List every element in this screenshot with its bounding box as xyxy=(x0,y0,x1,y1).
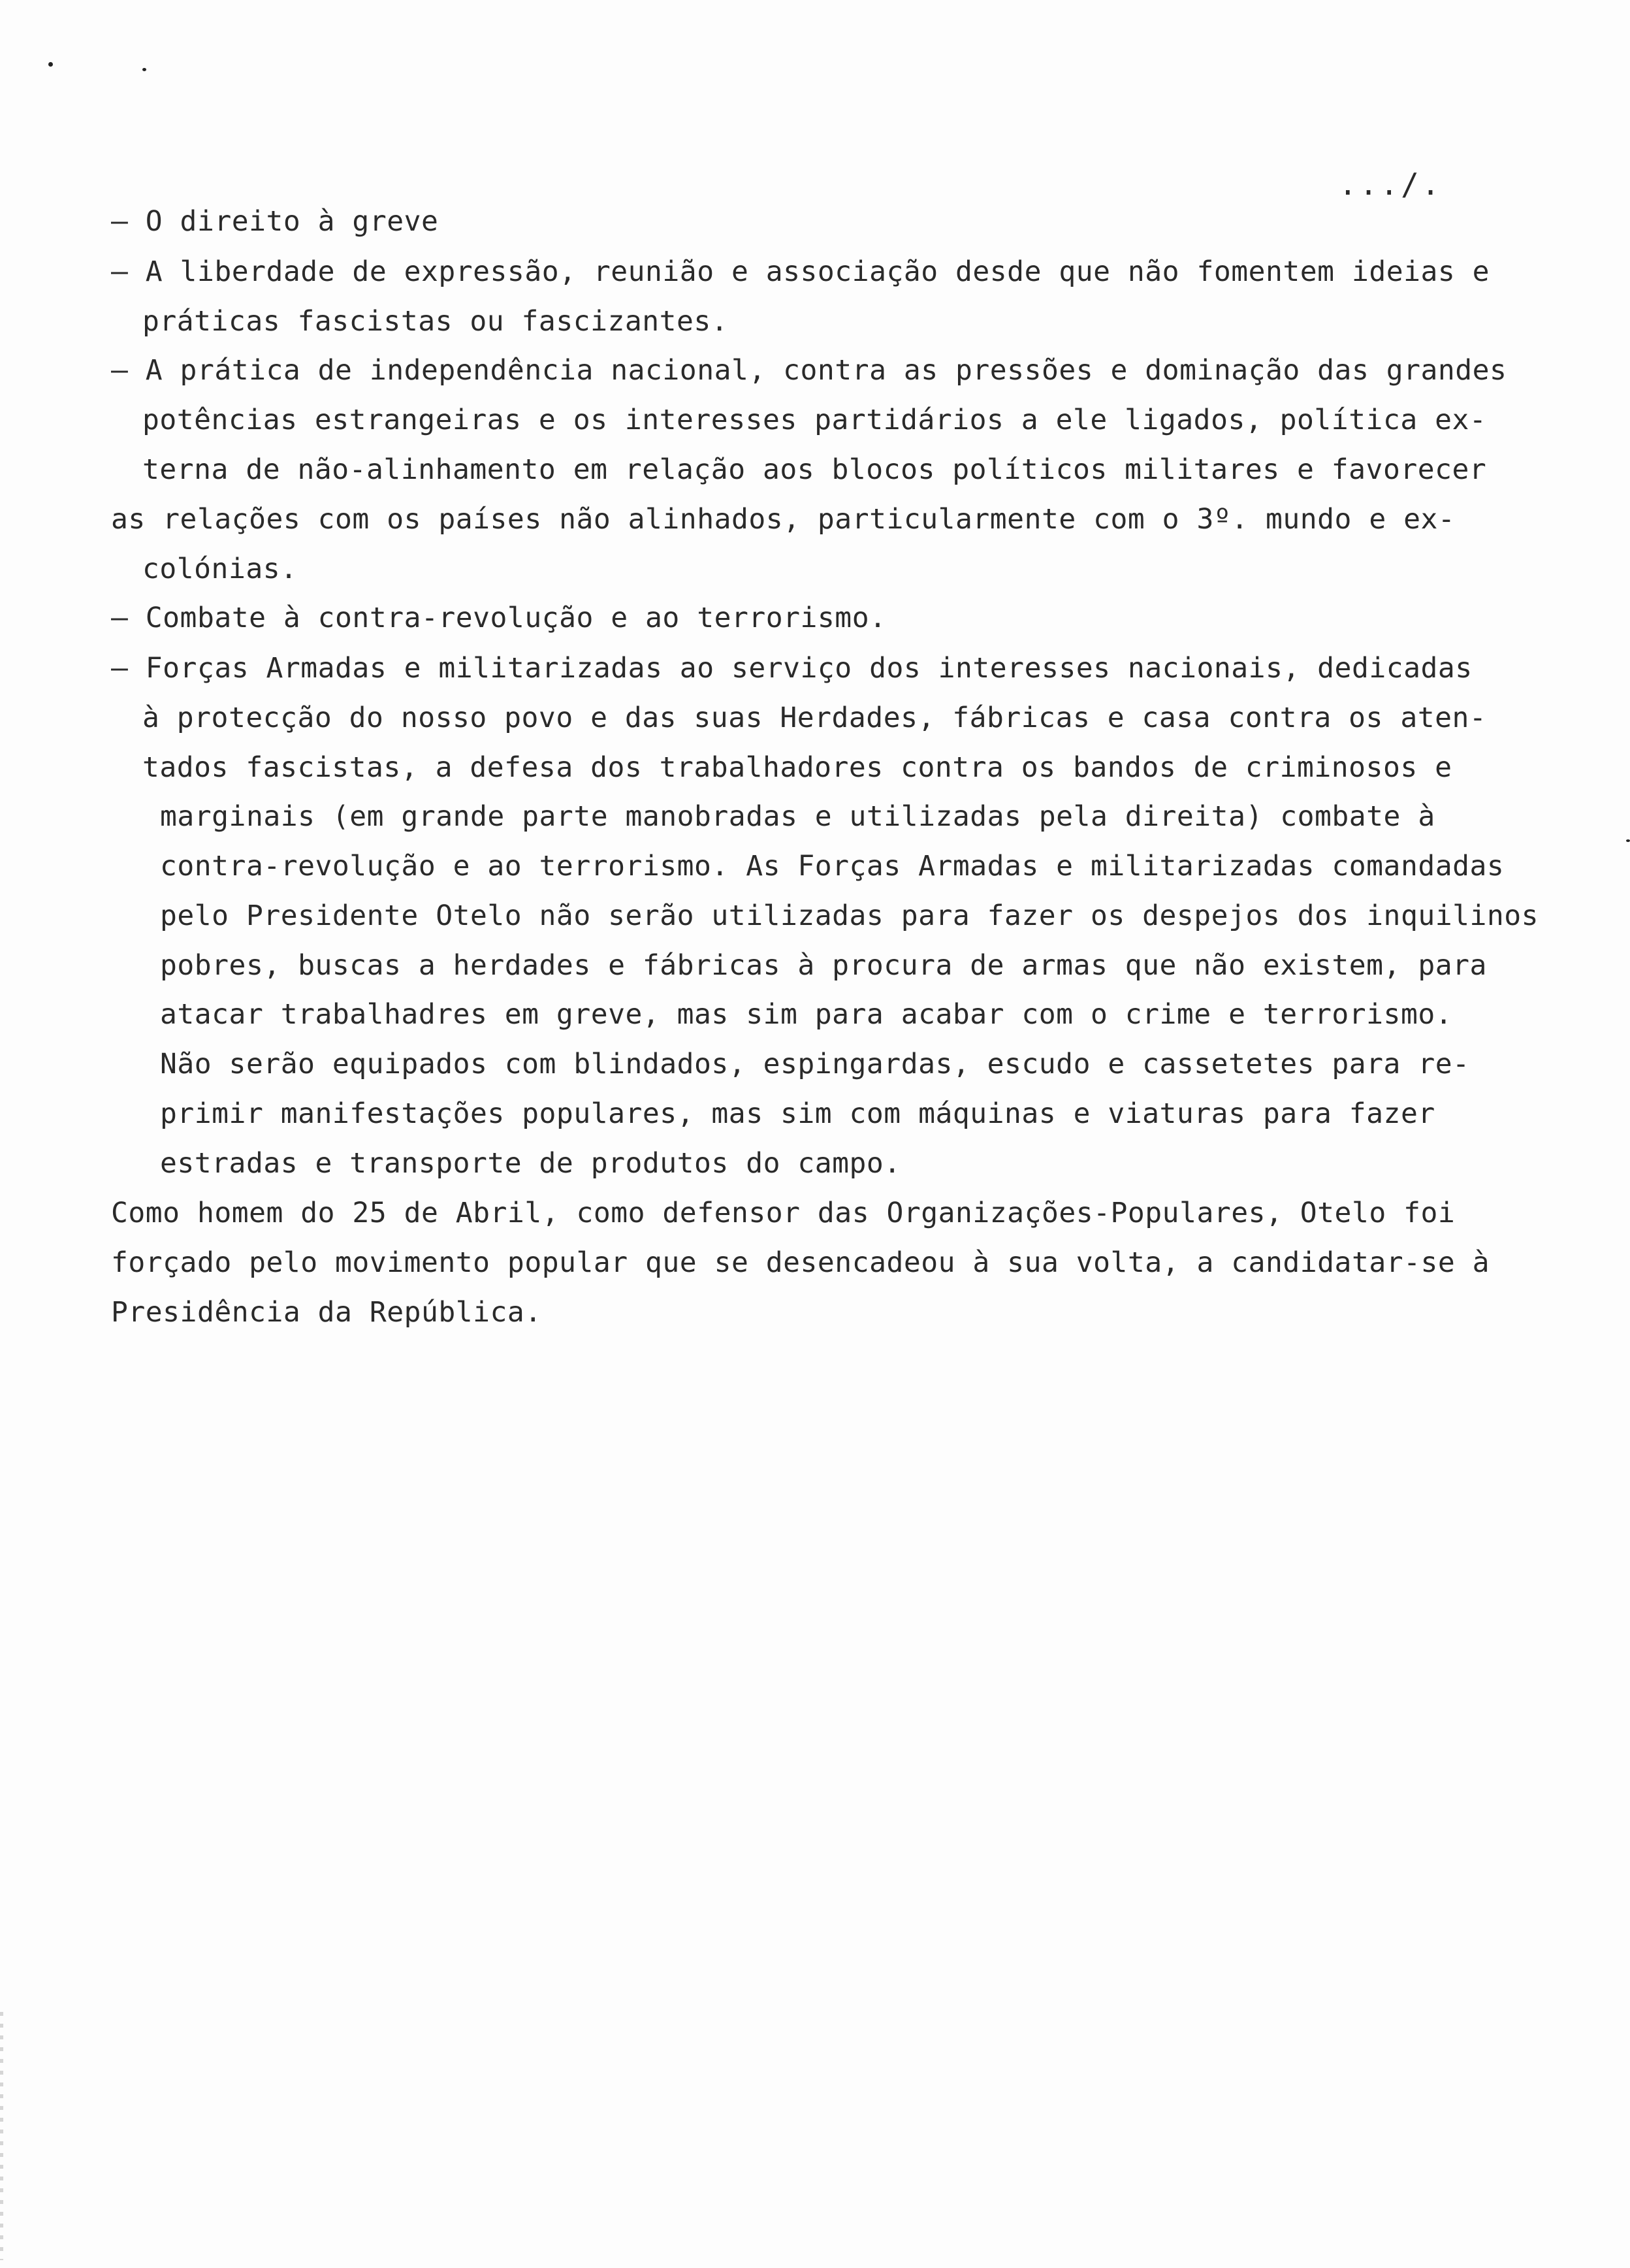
text-line: Não serão equipados com blindados, espingardas, escudo e cassetetes para re- xyxy=(160,1048,1470,1080)
text-line: – A prática de independência nacional, contra as pressões e dominação das grandes xyxy=(111,354,1507,387)
scan-speck xyxy=(48,62,53,67)
text-line: Como homem do 25 de Abril, como defensor das Organizações-Populares, Otelo foi xyxy=(111,1197,1456,1229)
page-continuation-ref: .../. xyxy=(1339,167,1443,202)
text-line: Presidência da República. xyxy=(111,1296,542,1329)
text-line: terna de não-alinhamento em relação aos blocos políticos militares e favorecer xyxy=(142,453,1487,486)
text-line: – O direito à greve xyxy=(111,205,439,238)
text-line: marginais (em grande parte manobradas e utilizadas pela direita) combate à xyxy=(160,800,1435,833)
text-line: atacar trabalhadres em greve, mas sim para acabar com o crime e terrorismo. xyxy=(160,998,1453,1031)
text-line: forçado pelo movimento popular que se desencadeou à sua volta, a candidatar-se à xyxy=(111,1246,1490,1279)
text-line: pobres, buscas a herdades e fábricas à procura de armas que não existem, para xyxy=(160,949,1487,982)
text-line: pelo Presidente Otelo não serão utilizadas para fazer os despejos dos inquilinos xyxy=(160,899,1539,932)
text-line: à protecção do nosso povo e das suas Herdades, fábricas e casa contra os aten- xyxy=(142,702,1487,734)
text-line: – Forças Armadas e militarizadas ao serviço dos interesses nacionais, dedicadas xyxy=(111,652,1473,685)
text-line: as relações com os países não alinhados, particularmente com o 3º. mundo e ex- xyxy=(111,503,1456,536)
scan-edge-marks xyxy=(0,2012,3,2260)
text-line: potências estrangeiras e os interesses partidários a ele ligados, política ex- xyxy=(142,404,1487,436)
scan-speck xyxy=(1626,839,1630,842)
text-line: – A liberdade de expressão, reunião e associação desde que não fomentem ideias e xyxy=(111,255,1490,288)
text-line: tados fascistas, a defesa dos trabalhadores contra os bandos de criminosos e xyxy=(142,751,1452,784)
scan-speck xyxy=(142,68,146,71)
text-line: – Combate à contra-revolução e ao terrorismo. xyxy=(111,602,887,634)
text-line: colónias. xyxy=(142,553,298,585)
text-line: primir manifestações populares, mas sim com máquinas e viaturas para fazer xyxy=(160,1097,1435,1130)
text-line: contra-revolução e ao terrorismo. As Forças Armadas e militarizadas comandadas xyxy=(160,850,1505,883)
text-line: estradas e transporte de produtos do campo. xyxy=(160,1147,901,1180)
text-line: práticas fascistas ou fascizantes. xyxy=(142,305,729,338)
